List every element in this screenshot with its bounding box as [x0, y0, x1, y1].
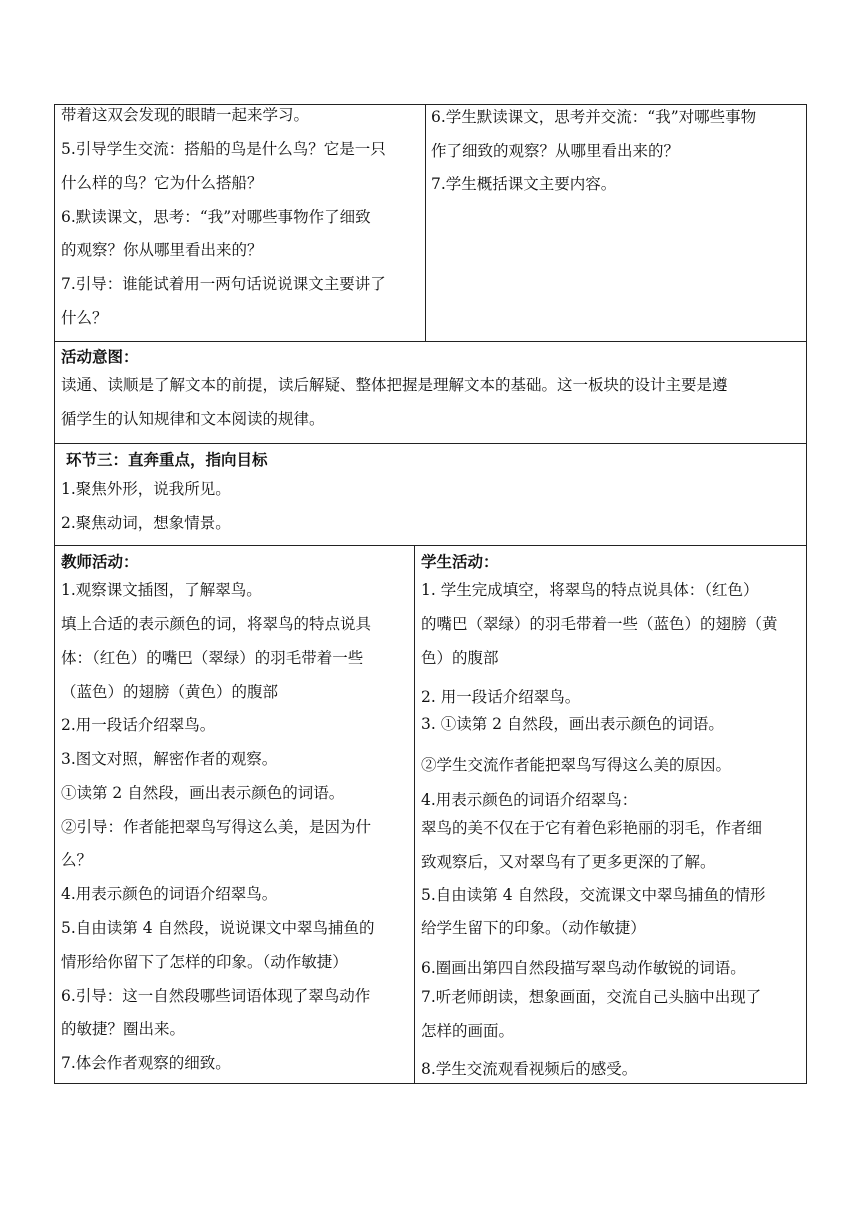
text-line: 什么样的鸟？它为什么搭船？: [61, 174, 263, 192]
text-line: 的敏捷？圈出来。: [61, 1020, 186, 1038]
intent-heading: 活动意图：: [61, 347, 139, 366]
text-line: 3. ①读第 2 自然段，画出表示颜色的词语。: [421, 715, 724, 733]
section-heading: 环节三：直奔重点，指向目标: [66, 450, 268, 469]
text-line: 1.观察课文插图，了解翠鸟。: [61, 581, 262, 599]
text-line: 6.引导：这一自然段哪些词语体现了翠鸟动作: [61, 987, 371, 1005]
text-line: 么？: [61, 851, 93, 869]
text-line: 6.学生默读课文，思考并交流：“我”对哪些事物: [431, 108, 757, 126]
text-line: 的嘴巴（翠绿）的羽毛带着一些（蓝色）的翅膀（黄: [421, 615, 778, 633]
text-line: 作了细致的观察？从哪里看出来的？: [431, 142, 680, 160]
text-line: 循学生的认知规律和文本阅读的规律。: [61, 410, 325, 428]
text-line: 致观察后，又对翠鸟有了更多更深的了解。: [421, 853, 716, 871]
text-line: 翠鸟的美不仅在于它有着色彩艳丽的羽毛，作者细: [421, 819, 763, 837]
text-line: 的观察？你从哪里看出来的？: [61, 241, 263, 259]
text-line: 1. 学生完成填空，将翠鸟的特点说具体：（红色）: [421, 581, 759, 599]
student-heading: 学生活动：: [421, 552, 499, 571]
text-line: ②引导：作者能把翠鸟写得这么美，是因为什: [61, 818, 372, 836]
text-line: 2.聚焦动词，想象情景。: [61, 514, 231, 532]
text-line: 7.体会作者观察的细致。: [61, 1054, 231, 1072]
text-line: 色）的腹部: [421, 649, 499, 667]
text-line: 5.自由读第 4 自然段，交流课文中翠鸟捕鱼的情形: [421, 886, 766, 904]
text-line: 6.圈画出第四自然段描写翠鸟动作敏锐的词语。: [421, 959, 746, 977]
text-line: 怎样的画面。: [421, 1022, 515, 1040]
text-line: 2. 用一段话介绍翠鸟。: [421, 688, 581, 706]
text-line: 1.聚焦外形，说我所见。: [61, 480, 231, 498]
text-line: 带着这双会发现的眼睛一起来学习。: [61, 106, 310, 124]
row-divider: [54, 341, 807, 342]
text-line: 2.用一段话介绍翠鸟。: [61, 716, 216, 734]
text-line: 7.引导：谁能试着用一两句话说说课文主要讲了: [61, 275, 386, 293]
column-divider: [414, 545, 415, 1084]
text-line: （蓝色）的翅膀（黄色）的腹部: [61, 683, 279, 701]
text-line: 8.学生交流观看视频后的感受。: [421, 1060, 638, 1078]
row-divider: [54, 545, 807, 546]
text-line: 情形给你留下了怎样的印象。（动作敏捷）: [61, 953, 348, 971]
text-line: ②学生交流作者能把翠鸟写得这么美的原因。: [421, 756, 732, 774]
text-line: 给学生留下的印象。（动作敏捷）: [421, 919, 646, 937]
text-line: 3.图文对照，解密作者的观察。: [61, 750, 278, 768]
text-line: 7.学生概括课文主要内容。: [431, 175, 617, 193]
text-line: 4.用表示颜色的词语介绍翠鸟。: [61, 885, 278, 903]
text-line: 7.听老师朗读，想象画面，交流自己头脑中出现了: [421, 988, 762, 1006]
row-divider: [54, 443, 807, 444]
text-line: 4.用表示颜色的词语介绍翠鸟：: [421, 791, 638, 809]
text-line: 什么？: [61, 309, 108, 327]
text-line: 填上合适的表示颜色的词，将翠鸟的特点说具: [61, 615, 372, 633]
column-divider: [425, 104, 426, 341]
text-line: 体：（红色）的嘴巴（翠绿）的羽毛带着一些: [61, 649, 364, 667]
text-line: 6.默读课文，思考：“我”对哪些事物作了细致: [61, 208, 371, 226]
text-line: 5.自由读第 4 自然段，说说课文中翠鸟捕鱼的: [61, 919, 375, 937]
text-line: 读通、读顺是了解文本的前提，读后解疑、整体把握是理解文本的基础。这一板块的设计主要是遵: [61, 376, 728, 394]
teacher-heading: 教师活动：: [61, 552, 139, 571]
text-line: 5.引导学生交流：搭船的鸟是什么鸟？它是一只: [61, 140, 386, 158]
text-line: ①读第 2 自然段，画出表示颜色的词语。: [61, 784, 345, 802]
